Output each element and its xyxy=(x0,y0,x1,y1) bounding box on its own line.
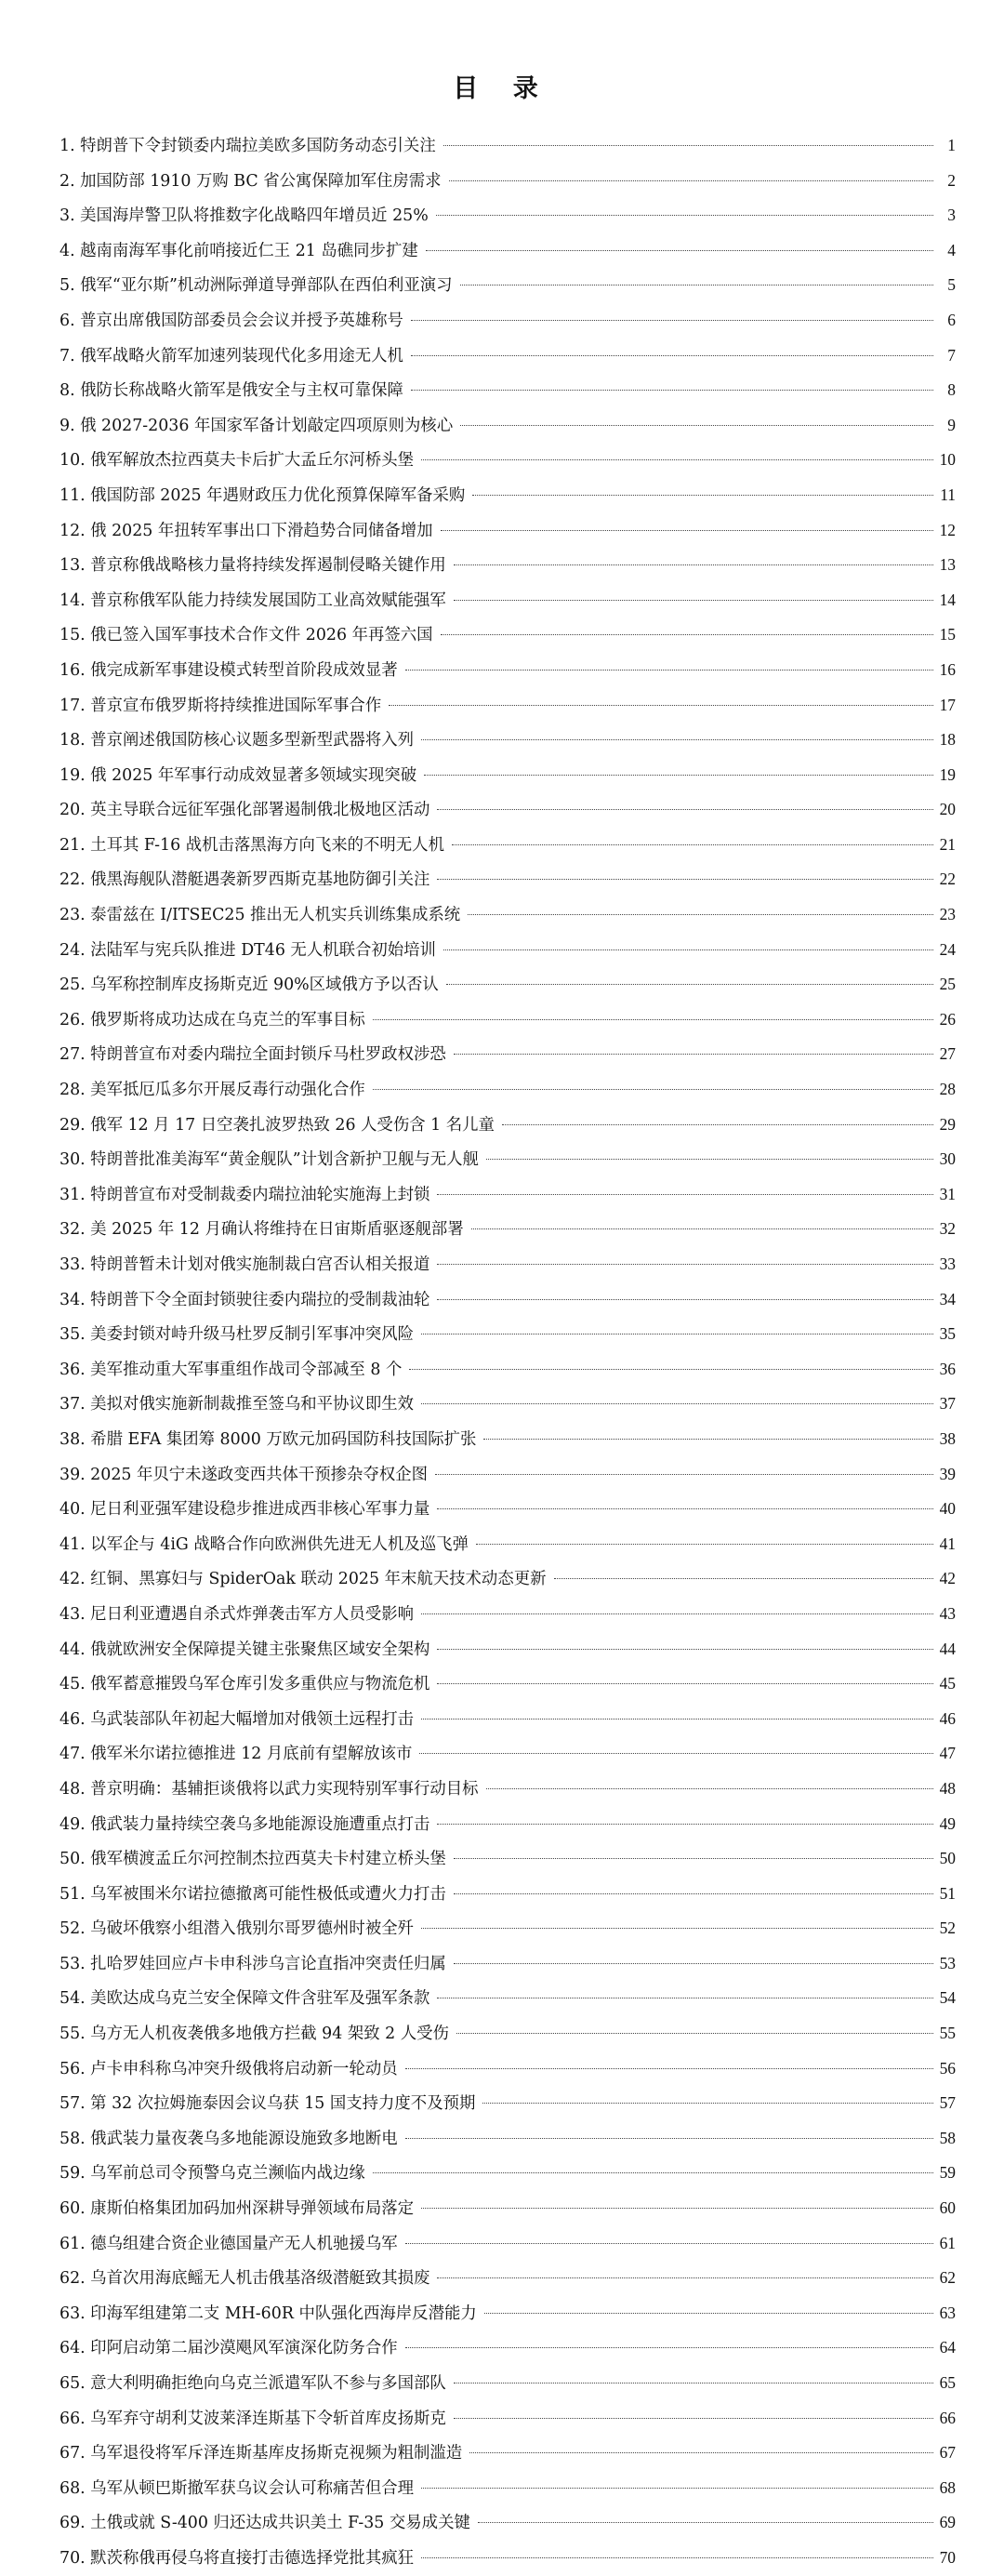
toc-entry-page-number: 57 xyxy=(939,2093,956,2113)
toc-entry-title: 17. 普京宣布俄罗斯将持续推进国际军事合作 xyxy=(59,696,382,715)
toc-dot-leader xyxy=(405,2243,933,2244)
toc-entry-title: 4. 越南南海军事化前哨接近仁王 21 岛礁同步扩建 xyxy=(59,241,418,260)
toc-entry-title: 49. 俄武装力量持续空袭乌多地能源设施遭重点打击 xyxy=(59,1814,430,1834)
toc-entry-title: 60. 康斯伯格集团加码加州深耕导弹领域布局落定 xyxy=(59,2199,414,2219)
toc-entry-page-number: 15 xyxy=(939,625,956,644)
toc-dot-leader xyxy=(426,250,933,251)
toc-entry-title: 6. 普京出席俄国防部委员会会议并授予英雄称号 xyxy=(59,311,403,330)
toc-entry-title: 20. 英主导联合远征军强化部署遏制俄北极地区活动 xyxy=(59,801,430,820)
toc-entry[interactable] xyxy=(48,303,956,339)
toc-entry[interactable] xyxy=(48,373,956,408)
toc-entry-title: 63. 印海军组建第二支 MH-60R 中队强化西海岸反潜能力 xyxy=(59,2304,477,2323)
toc-entry[interactable] xyxy=(48,1877,956,1912)
toc-entry[interactable] xyxy=(48,1177,956,1213)
toc-entry[interactable] xyxy=(48,1561,956,1597)
toc-entry-title: 13. 普京称俄战略核力量将持续发挥遏制侵略关键作用 xyxy=(59,556,446,576)
toc-entry-title: 56. 卢卡申科称乌冲突升级俄将启动新一轮动员 xyxy=(59,2059,398,2078)
toc-dot-leader xyxy=(502,1124,933,1125)
toc-entry-title: 38. 希腊 EFA 集团筹 8000 万欧元加码国防科技国际扩张 xyxy=(59,1429,477,1449)
toc-entry[interactable] xyxy=(48,1736,956,1772)
toc-entry[interactable] xyxy=(48,1387,956,1422)
toc-entry[interactable] xyxy=(48,233,956,269)
toc-entry-title: 68. 乌军从顿巴斯撤军获乌议会认可称痛苦但合理 xyxy=(59,2478,414,2498)
toc-dot-leader xyxy=(437,1299,933,1300)
toc-entry[interactable] xyxy=(48,2261,956,2296)
toc-entry-page-number: 44 xyxy=(939,1639,956,1658)
toc-entry-page-number: 32 xyxy=(939,1219,956,1239)
toc-title: 目 录 xyxy=(453,74,551,103)
toc-entry-title: 61. 德乌组建合资企业德国量产无人机驰援乌军 xyxy=(59,2234,398,2253)
toc-dot-leader xyxy=(437,1683,933,1684)
toc-entry-title: 29. 俄军 12 月 17 日空袭扎波罗热致 26 人受伤含 1 名儿童 xyxy=(59,1115,495,1135)
toc-dot-leader xyxy=(373,1019,933,1020)
toc-entry-title: 62. 乌首次用海底鳐无人机击俄基洛级潜艇致其损废 xyxy=(59,2269,430,2289)
toc-entry[interactable] xyxy=(48,792,956,828)
toc-dot-leader xyxy=(441,530,933,531)
toc-entry-page-number: 23 xyxy=(939,905,956,924)
toc-entry[interactable] xyxy=(48,2086,956,2121)
toc-entry-page-number: 1 xyxy=(947,136,956,154)
toc-entry[interactable] xyxy=(48,1492,956,1527)
toc-entry[interactable] xyxy=(48,1142,956,1177)
toc-entry-title: 53. 扎哈罗娃回应卢卡申科涉乌言论直指冲突责任归属 xyxy=(59,1954,446,1973)
toc-dot-leader xyxy=(484,2313,933,2314)
toc-entry-page-number: 64 xyxy=(939,2338,956,2357)
toc-entry-title: 15. 俄已签入国军事技术合作文件 2026 年再签六国 xyxy=(59,626,433,645)
toc-dot-leader xyxy=(437,809,933,810)
toc-entry-title: 1. 特朗普下令封锁委内瑞拉美欧多国防务动态引关注 xyxy=(59,137,436,155)
toc-dot-leader xyxy=(405,670,933,671)
toc-entry-title: 66. 乌军弃守胡利艾波莱泽连斯基下令斩首库皮扬斯克 xyxy=(59,2409,446,2428)
toc-entry[interactable] xyxy=(48,478,956,513)
toc-entry-title: 28. 美军抵厄瓜多尔开展反毒行动强化合作 xyxy=(59,1081,365,1100)
toc-entry-page-number: 46 xyxy=(939,1708,956,1728)
toc-entry-title: 37. 美拟对俄实施新制裁推至签乌和平协议即生效 xyxy=(59,1395,414,1414)
toc-entry-page-number: 38 xyxy=(939,1428,956,1448)
toc-entry[interactable] xyxy=(48,2156,956,2191)
toc-entry-page-number: 29 xyxy=(939,1114,956,1134)
toc-entry-title: 5. 俄军“亚尔斯”机动洲际弹道导弹部队在西伯利亚演习 xyxy=(59,276,453,296)
toc-entry[interactable] xyxy=(48,862,956,897)
toc-entry[interactable] xyxy=(48,1807,956,1842)
toc-dot-leader xyxy=(554,1578,934,1579)
toc-entry-title: 35. 美委封锁对峙升级马杜罗反制引军事冲突风险 xyxy=(59,1325,414,1345)
toc-entry[interactable] xyxy=(48,653,956,688)
toc-list xyxy=(48,128,956,2576)
toc-entry-page-number: 10 xyxy=(939,450,956,470)
toc-entry-title: 11. 俄国防部 2025 年遇财政压力优化预算保障军备采购 xyxy=(59,485,466,505)
toc-entry-page-number: 62 xyxy=(939,2268,956,2288)
toc-entry[interactable] xyxy=(48,2121,956,2157)
toc-entry-title: 22. 俄黑海舰队潜艇遇袭新罗西斯克基地防御引关注 xyxy=(59,870,430,890)
toc-entry-title: 45. 俄军蓄意摧毁乌军仓库引发多重供应与物流危机 xyxy=(59,1675,430,1694)
toc-entry-page-number: 50 xyxy=(939,1849,956,1868)
toc-entry-page-number: 69 xyxy=(939,2513,956,2532)
toc-entry-title: 67. 乌军退役将军斥泽连斯基库皮扬斯克视频为粗制滥造 xyxy=(59,2444,463,2463)
toc-dot-leader xyxy=(421,459,933,460)
toc-entry-page-number: 13 xyxy=(939,555,956,575)
toc-entry-page-number: 68 xyxy=(939,2477,956,2497)
toc-entry-page-number: 59 xyxy=(939,2163,956,2183)
toc-dot-leader xyxy=(405,2138,933,2139)
toc-entry-title: 9. 俄 2027-2036 年国家军备计划敲定四项原则为核心 xyxy=(59,416,454,435)
toc-entry-page-number: 9 xyxy=(947,415,956,434)
toc-dot-leader xyxy=(469,2452,933,2453)
toc-entry-page-number: 12 xyxy=(939,520,956,539)
toc-entry-page-number: 39 xyxy=(939,1464,956,1483)
toc-entry[interactable] xyxy=(48,1841,956,1877)
toc-entry-title: 19. 俄 2025 年军事行动成效显著多领域实现突破 xyxy=(59,765,417,785)
toc-entry-title: 46. 乌武装部队年初起大幅增加对俄领土远程打击 xyxy=(59,1709,414,1729)
toc-entry-title: 23. 泰雷兹在 I/ITSEC25 推出无人机实兵训练集成系统 xyxy=(59,906,461,925)
toc-dot-leader xyxy=(437,1649,933,1650)
toc-dot-leader xyxy=(443,145,933,146)
toc-entry-page-number: 5 xyxy=(947,275,956,295)
toc-entry-title: 57. 第 32 次拉姆施泰因会议乌获 15 国支持力度不及预期 xyxy=(59,2094,476,2114)
toc-dot-leader xyxy=(436,215,933,216)
toc-dot-leader xyxy=(454,564,933,565)
toc-entry-page-number: 43 xyxy=(939,1603,956,1623)
toc-dot-leader xyxy=(456,2033,933,2034)
toc-dot-leader xyxy=(446,984,933,985)
toc-entry-page-number: 56 xyxy=(939,2058,956,2078)
toc-dot-leader xyxy=(405,2068,933,2069)
toc-entry-title: 52. 乌破坏俄察小组潜入俄别尔哥罗德州时被全歼 xyxy=(59,1919,414,1939)
toc-entry-page-number: 34 xyxy=(939,1289,956,1308)
toc-entry[interactable] xyxy=(48,897,956,933)
toc-dot-leader xyxy=(419,1753,933,1754)
toc-entry-page-number: 30 xyxy=(939,1149,956,1169)
toc-entry-title: 58. 俄武装力量夜袭乌多地能源设施致多地断电 xyxy=(59,2129,398,2148)
toc-entry-page-number: 24 xyxy=(939,939,956,959)
toc-dot-leader xyxy=(411,355,933,356)
toc-entry-title: 21. 土耳其 F-16 战机击落黑海方向飞来的不明无人机 xyxy=(59,835,444,855)
toc-entry[interactable] xyxy=(48,164,956,199)
toc-entry[interactable] xyxy=(48,198,956,233)
toc-entry-title: 12. 俄 2025 年扭转军事出口下滑趋势合同储备增加 xyxy=(59,521,433,540)
toc-entry-page-number: 31 xyxy=(939,1184,956,1203)
toc-dot-leader xyxy=(483,1439,933,1440)
toc-entry[interactable] xyxy=(48,1352,956,1388)
toc-dot-leader xyxy=(468,914,933,915)
toc-entry-title: 39. 2025 年贝宁未遂政变西共体干预掺杂夺权企图 xyxy=(59,1465,429,1484)
toc-entry[interactable] xyxy=(48,1946,956,1982)
toc-entry[interactable] xyxy=(48,2052,956,2087)
toc-entry-page-number: 22 xyxy=(939,870,956,889)
toc-dot-leader xyxy=(437,1194,933,1195)
toc-dot-leader xyxy=(421,2208,933,2209)
toc-entry-page-number: 33 xyxy=(939,1255,956,1273)
toc-entry-page-number: 11 xyxy=(940,485,956,504)
toc-entry-title: 48. 普京明确：基辅拒谈俄将以武力实现特别军事行动目标 xyxy=(59,1779,479,1799)
toc-entry-title: 41. 以军企与 4iG 战略合作向欧洲供先进无人机及巡飞弹 xyxy=(59,1534,469,1554)
toc-entry-page-number: 63 xyxy=(939,2303,956,2322)
toc-dot-leader xyxy=(486,1159,933,1160)
toc-entry[interactable] xyxy=(48,1597,956,1632)
toc-dot-leader xyxy=(471,1228,933,1229)
toc-entry-page-number: 41 xyxy=(939,1534,956,1553)
toc-dot-leader xyxy=(454,1893,933,1894)
toc-entry-page-number: 14 xyxy=(939,590,956,609)
toc-entry-page-number: 3 xyxy=(947,206,956,225)
toc-entry-page-number: 61 xyxy=(939,2233,956,2252)
toc-entry[interactable] xyxy=(48,2016,956,2052)
toc-entry[interactable] xyxy=(48,723,956,758)
toc-dot-leader xyxy=(409,1369,933,1370)
toc-dot-leader xyxy=(486,1788,933,1789)
toc-entry-title: 59. 乌军前总司令预警乌克兰濒临内战边缘 xyxy=(59,2164,365,2184)
toc-entry-title: 26. 俄罗斯将成功达成在乌克兰的军事目标 xyxy=(59,1010,365,1029)
toc-entry-page-number: 4 xyxy=(947,240,956,259)
toc-entry-title: 16. 俄完成新军事建设模式转型首阶段成效显著 xyxy=(59,660,398,680)
toc-entry-page-number: 48 xyxy=(939,1778,956,1798)
toc-dot-leader xyxy=(454,600,933,601)
toc-entry[interactable] xyxy=(48,828,956,863)
toc-entry-title: 69. 土俄或就 S-400 归还达成共识美土 F-35 交易成关键 xyxy=(59,2514,470,2533)
toc-entry-page-number: 36 xyxy=(939,1359,956,1378)
toc-entry-title: 18. 普京阐述俄国防核心议题多型新型武器将入列 xyxy=(59,731,414,750)
toc-entry[interactable] xyxy=(48,2436,956,2471)
toc-entry[interactable] xyxy=(48,688,956,724)
toc-entry[interactable] xyxy=(48,2366,956,2401)
toc-entry-page-number: 26 xyxy=(939,1009,956,1029)
toc-dot-leader xyxy=(411,390,933,391)
toc-entry[interactable] xyxy=(48,268,956,303)
toc-entry-title: 44. 俄就欧洲安全保障提关键主张聚焦区域安全架构 xyxy=(59,1640,430,1659)
toc-dot-leader xyxy=(454,1858,933,1859)
toc-dot-leader xyxy=(460,425,933,426)
toc-entry-page-number: 18 xyxy=(939,730,956,750)
toc-entry[interactable] xyxy=(48,1282,956,1318)
toc-entry-title: 24. 法陆军与宪兵队推进 DT46 无人机联合初始培训 xyxy=(59,940,436,960)
toc-dot-leader xyxy=(389,705,933,706)
toc-entry[interactable] xyxy=(48,2505,956,2541)
toc-entry-title: 32. 美 2025 年 12 月确认将维持在日宙斯盾驱逐舰部署 xyxy=(59,1220,464,1240)
toc-entry[interactable] xyxy=(48,2401,956,2437)
toc-entry-title: 30. 特朗普批准美海军“黄金舰队”计划含新护卫舰与无人舰 xyxy=(59,1150,479,1170)
toc-entry-page-number: 65 xyxy=(939,2373,956,2392)
toc-dot-leader xyxy=(472,495,933,496)
toc-entry-title: 3. 美国海岸警卫队将推数字化战略四年增员近 25% xyxy=(59,206,429,226)
toc-dot-leader xyxy=(421,1719,933,1720)
toc-entry[interactable] xyxy=(48,967,956,1003)
toc-dot-leader xyxy=(421,2488,933,2489)
toc-entry-title: 70. 默茨称俄再侵乌将直接打击德选择党批其疯狂 xyxy=(59,2548,414,2568)
toc-entry-title: 64. 印阿启动第二届沙漠飓风军演深化防务合作 xyxy=(59,2339,398,2358)
toc-dot-leader xyxy=(373,2172,933,2173)
toc-entry-title: 36. 美军推动重大军事重组作战司令部减至 8 个 xyxy=(59,1360,403,1379)
toc-entry-page-number: 54 xyxy=(939,1988,956,2008)
toc-entry-title: 8. 俄防长称战略火箭军是俄安全与主权可靠保障 xyxy=(59,381,403,401)
toc-entry-page-number: 42 xyxy=(939,1569,956,1588)
toc-dot-leader xyxy=(421,1928,933,1929)
toc-dot-leader xyxy=(482,2103,933,2104)
toc-entry-page-number: 25 xyxy=(939,975,956,994)
toc-entry-page-number: 37 xyxy=(939,1394,956,1414)
toc-entry-page-number: 21 xyxy=(939,834,956,854)
toc-entry-title: 2. 加国防部 1910 万购 BC 省公寓保障加军住房需求 xyxy=(59,171,442,191)
toc-entry-page-number: 55 xyxy=(939,2024,956,2043)
toc-entry-page-number: 17 xyxy=(939,695,956,714)
toc-entry[interactable] xyxy=(48,548,956,583)
toc-entry-page-number: 2 xyxy=(947,170,956,190)
toc-dot-leader xyxy=(476,1544,933,1545)
toc-entry-page-number: 40 xyxy=(939,1499,956,1519)
toc-entry[interactable] xyxy=(48,443,956,478)
toc-entry[interactable] xyxy=(48,1981,956,2016)
toc-entry[interactable] xyxy=(48,758,956,793)
toc-entry-title: 43. 尼日利亚遭遇自杀式炸弹袭击军方人员受影响 xyxy=(59,1604,414,1624)
toc-entry-page-number: 49 xyxy=(939,1813,956,1833)
toc-entry-page-number: 58 xyxy=(939,2128,956,2147)
toc-dot-leader xyxy=(437,879,933,880)
toc-entry-page-number: 7 xyxy=(947,345,956,365)
toc-entry[interactable] xyxy=(48,583,956,618)
toc-entry-page-number: 52 xyxy=(939,1919,956,1938)
toc-entry-page-number: 8 xyxy=(947,380,956,400)
toc-dot-leader xyxy=(405,2347,933,2348)
toc-entry-title: 40. 尼日利亚强军建设稳步推进成西非核心军事力量 xyxy=(59,1500,430,1520)
toc-dot-leader xyxy=(443,949,933,950)
toc-entry-page-number: 67 xyxy=(939,2443,956,2463)
toc-entry-title: 55. 乌方无人机夜袭俄多地俄方拦截 94 架致 2 人受伤 xyxy=(59,2025,449,2044)
toc-entry-page-number: 70 xyxy=(939,2547,956,2567)
toc-entry[interactable] xyxy=(48,1632,956,1667)
toc-dot-leader xyxy=(441,634,933,635)
toc-entry-title: 7. 俄军战略火箭军加速列装现代化多用途无人机 xyxy=(59,346,403,365)
toc-dot-leader xyxy=(411,320,933,321)
toc-entry[interactable] xyxy=(48,1702,956,1737)
toc-dot-leader xyxy=(435,1474,933,1475)
toc-entry[interactable] xyxy=(48,2296,956,2331)
toc-dot-leader xyxy=(437,1264,933,1265)
toc-entry[interactable] xyxy=(48,339,956,374)
toc-dot-leader xyxy=(437,1824,933,1825)
toc-entry-page-number: 60 xyxy=(939,2198,956,2218)
toc-dot-leader xyxy=(449,180,933,181)
toc-entry[interactable] xyxy=(48,1072,956,1108)
toc-entry-title: 54. 美欧达成乌克兰安全保障文件含驻军及强军条款 xyxy=(59,1989,430,2009)
toc-entry-title: 42. 红铜、黑寡妇与 SpiderOak 联动 2025 年末航天技术动态更新 xyxy=(59,1570,547,1589)
toc-dot-leader xyxy=(421,739,933,740)
toc-entry-title: 14. 普京称俄军队能力持续发展国防工业高效赋能强军 xyxy=(59,591,446,610)
toc-entry-page-number: 66 xyxy=(939,2408,956,2427)
toc-entry-title: 31. 特朗普宣布对受制裁委内瑞拉油轮实施海上封锁 xyxy=(59,1185,430,1204)
toc-dot-leader xyxy=(421,1403,933,1404)
toc-entry[interactable] xyxy=(48,1108,956,1143)
toc-dot-leader xyxy=(478,2522,933,2523)
toc-dot-leader xyxy=(373,1089,933,1090)
toc-dot-leader xyxy=(437,2277,933,2278)
toc-entry-page-number: 53 xyxy=(939,1953,956,1972)
toc-entry[interactable] xyxy=(48,2471,956,2506)
toc-entry-title: 65. 意大利明确拒绝向乌克兰派遣军队不参与多国部队 xyxy=(59,2374,446,2393)
toc-entry-title: 47. 俄军米尔诺拉德推进 12 月底前有望解放该市 xyxy=(59,1745,413,1764)
toc-entry[interactable] xyxy=(48,1772,956,1807)
toc-entry-title: 34. 特朗普下令全面封锁驶往委内瑞拉的受制裁油轮 xyxy=(59,1290,430,1309)
toc-entry-title: 25. 乌军称控制库皮扬斯克近 90%区域俄方予以否认 xyxy=(59,976,439,995)
toc-dot-leader xyxy=(452,844,933,845)
toc-dot-leader xyxy=(454,1963,933,1964)
toc-entry[interactable] xyxy=(48,1911,956,1946)
toc-entry-page-number: 51 xyxy=(939,1883,956,1903)
toc-dot-leader xyxy=(454,2418,933,2419)
toc-dot-leader xyxy=(421,1613,933,1614)
toc-entry-title: 33. 特朗普暂未计划对俄实施制裁白宫否认相关报道 xyxy=(59,1255,430,1274)
toc-entry[interactable] xyxy=(48,933,956,968)
toc-entry-page-number: 35 xyxy=(939,1324,956,1344)
toc-entry[interactable] xyxy=(48,1422,956,1457)
toc-entry-page-number: 28 xyxy=(939,1080,956,1099)
toc-entry-page-number: 16 xyxy=(939,659,956,679)
toc-dot-leader xyxy=(437,1508,933,1509)
toc-entry-title: 27. 特朗普宣布对委内瑞拉全面封锁斥马杜罗政权涉恐 xyxy=(59,1045,446,1065)
toc-entry[interactable] xyxy=(48,1037,956,1072)
toc-entry[interactable] xyxy=(48,1003,956,1038)
toc-entry[interactable] xyxy=(48,408,956,444)
toc-entry[interactable] xyxy=(48,1666,956,1702)
toc-entry[interactable] xyxy=(48,617,956,653)
toc-entry-page-number: 20 xyxy=(939,800,956,819)
toc-entry[interactable] xyxy=(48,2330,956,2366)
toc-entry[interactable] xyxy=(48,128,956,164)
toc-entry[interactable] xyxy=(48,1247,956,1282)
toc-entry-page-number: 19 xyxy=(939,764,956,784)
toc-entry-page-number: 6 xyxy=(947,310,956,329)
toc-entry-page-number: 47 xyxy=(939,1744,956,1763)
toc-entry-page-number: 27 xyxy=(939,1044,956,1064)
toc-entry[interactable] xyxy=(48,513,956,549)
toc-entry[interactable] xyxy=(48,1212,956,1247)
toc-entry-page-number: 45 xyxy=(939,1674,956,1693)
toc-dot-leader xyxy=(454,1054,933,1055)
toc-entry[interactable] xyxy=(48,2226,956,2262)
toc-dot-leader xyxy=(424,775,933,776)
toc-entry-title: 10. 俄军解放杰拉西莫夫卡后扩大孟丘尔河桥头堡 xyxy=(59,451,414,471)
toc-entry[interactable] xyxy=(48,1527,956,1562)
toc-entry-title: 50. 俄军横渡孟丘尔河控制杰拉西莫夫卡村建立桥头堡 xyxy=(59,1850,446,1869)
toc-entry-title: 51. 乌军被围米尔诺拉德撤离可能性极低或遭火力打击 xyxy=(59,1884,446,1904)
toc-entry[interactable] xyxy=(48,2191,956,2226)
toc-entry[interactable] xyxy=(48,1457,956,1493)
toc-entry[interactable] xyxy=(48,1317,956,1352)
